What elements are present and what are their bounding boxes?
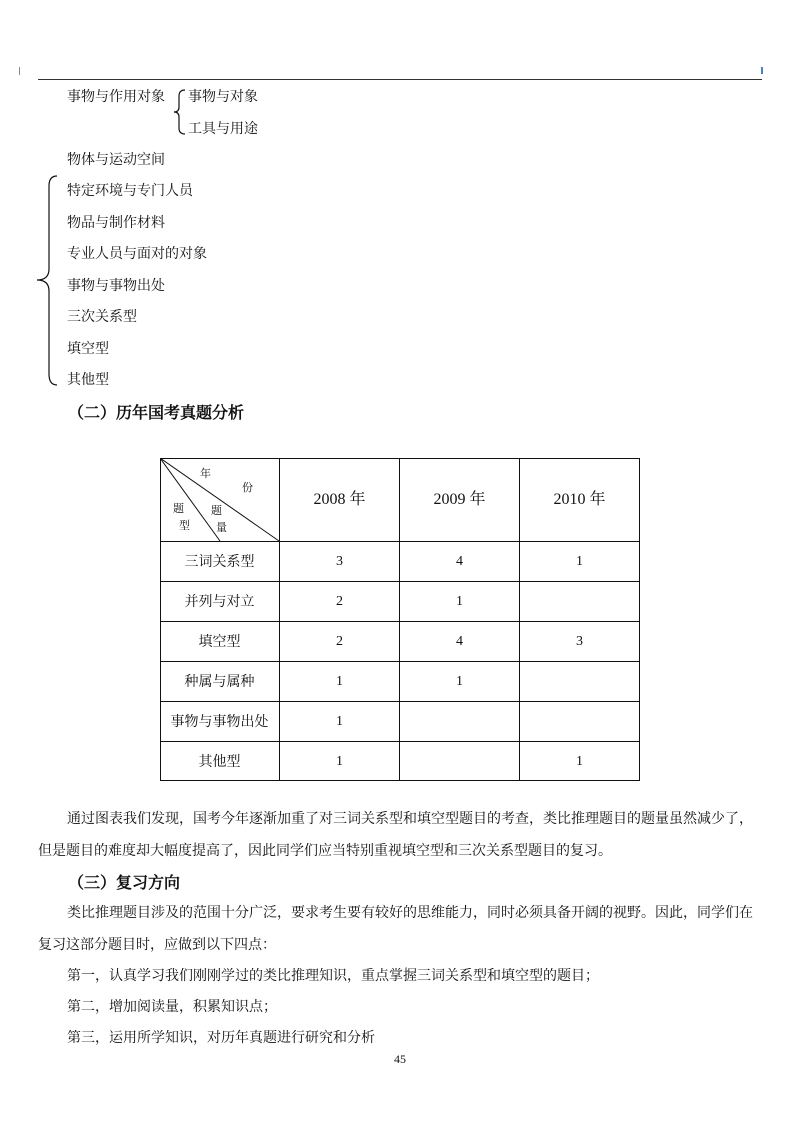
outline-item: 物品与制作材料	[67, 215, 165, 231]
column-header: 2009 年	[433, 491, 486, 508]
review-point: 第三，运用所学知识，对历年真题进行研究和分析	[67, 1030, 375, 1046]
corner-label: 题	[211, 504, 222, 517]
table-cell: 2	[336, 594, 343, 609]
review-point: 第二，增加阅读量，积累知识点；	[67, 999, 277, 1015]
table-cell: 4	[456, 634, 463, 649]
corner-label: 份	[242, 481, 253, 494]
row-label: 三词关系型	[184, 554, 255, 570]
table-cell: 1	[336, 674, 343, 689]
corner-label: 量	[216, 521, 227, 534]
corner-label: 年	[200, 467, 211, 480]
row-label: 填空型	[198, 634, 241, 650]
row-label: 其他型	[198, 754, 241, 770]
analysis-paragraph-line: 通过图表我们发现，国考今年逐渐加重了对三词关系型和填空型题目的考查，类比推理题目的题量虽然减少了，	[67, 811, 753, 827]
row-label: 事物与事物出处	[170, 714, 269, 730]
header-mark-right	[761, 67, 763, 74]
table-cell: 2	[336, 634, 343, 649]
outline-group-item: 工具与用途	[188, 121, 258, 137]
outline-item: 三次关系型	[67, 309, 137, 325]
table-cell: 4	[456, 554, 463, 569]
outline-item: 填空型	[67, 341, 109, 357]
table-cell: 1	[336, 714, 343, 729]
small-brace-icon	[172, 88, 188, 136]
outline-group-title: 事物与作用对象	[67, 89, 165, 105]
outline-group-item: 事物与对象	[188, 89, 258, 105]
table-cell: 1	[336, 754, 343, 769]
column-header: 2008 年	[313, 491, 366, 508]
section-heading: （二）历年国考真题分析	[68, 403, 245, 422]
page-number: 45	[394, 1052, 406, 1066]
analysis-paragraph-line: 但是题目的难度却大幅度提高了，因此同学们应当特别重视填空型和三次关系型题目的复习。	[38, 843, 612, 859]
corner-label: 型	[179, 519, 190, 532]
table-cell: 3	[576, 634, 583, 649]
review-point: 第一，认真学习我们刚刚学过的类比推理知识，重点掌握三词关系型和填空型的题目；	[67, 968, 599, 984]
header-mark-left	[19, 67, 20, 75]
row-label: 并列与对立	[184, 594, 255, 610]
review-paragraph-line: 复习这部分题目时，应做到以下四点：	[38, 937, 276, 953]
outline-item: 其他型	[67, 372, 109, 388]
table-cell: 1	[576, 554, 583, 569]
outline-item: 专业人员与面对的对象	[67, 246, 207, 262]
table-cell: 3	[336, 554, 343, 569]
table-cell: 1	[456, 674, 463, 689]
outline-item: 事物与事物出处	[67, 278, 165, 294]
header-rule	[38, 79, 762, 80]
large-brace-icon	[34, 174, 60, 388]
column-header: 2010 年	[553, 491, 606, 508]
outline-item: 物体与运动空间	[67, 152, 165, 168]
review-paragraph-line: 类比推理题目涉及的范围十分广泛，要求考生要有较好的思维能力，同时必须具备开阔的视野。因此，同学们在	[67, 905, 753, 921]
corner-label: 题	[173, 502, 184, 515]
table-cell: 1	[576, 754, 583, 769]
section-heading: （三）复习方向	[68, 873, 181, 892]
exam-stats-table	[160, 458, 640, 781]
row-label: 种属与属种	[184, 674, 255, 690]
table-cell: 1	[456, 594, 463, 609]
outline-item: 特定环境与专门人员	[67, 183, 193, 199]
